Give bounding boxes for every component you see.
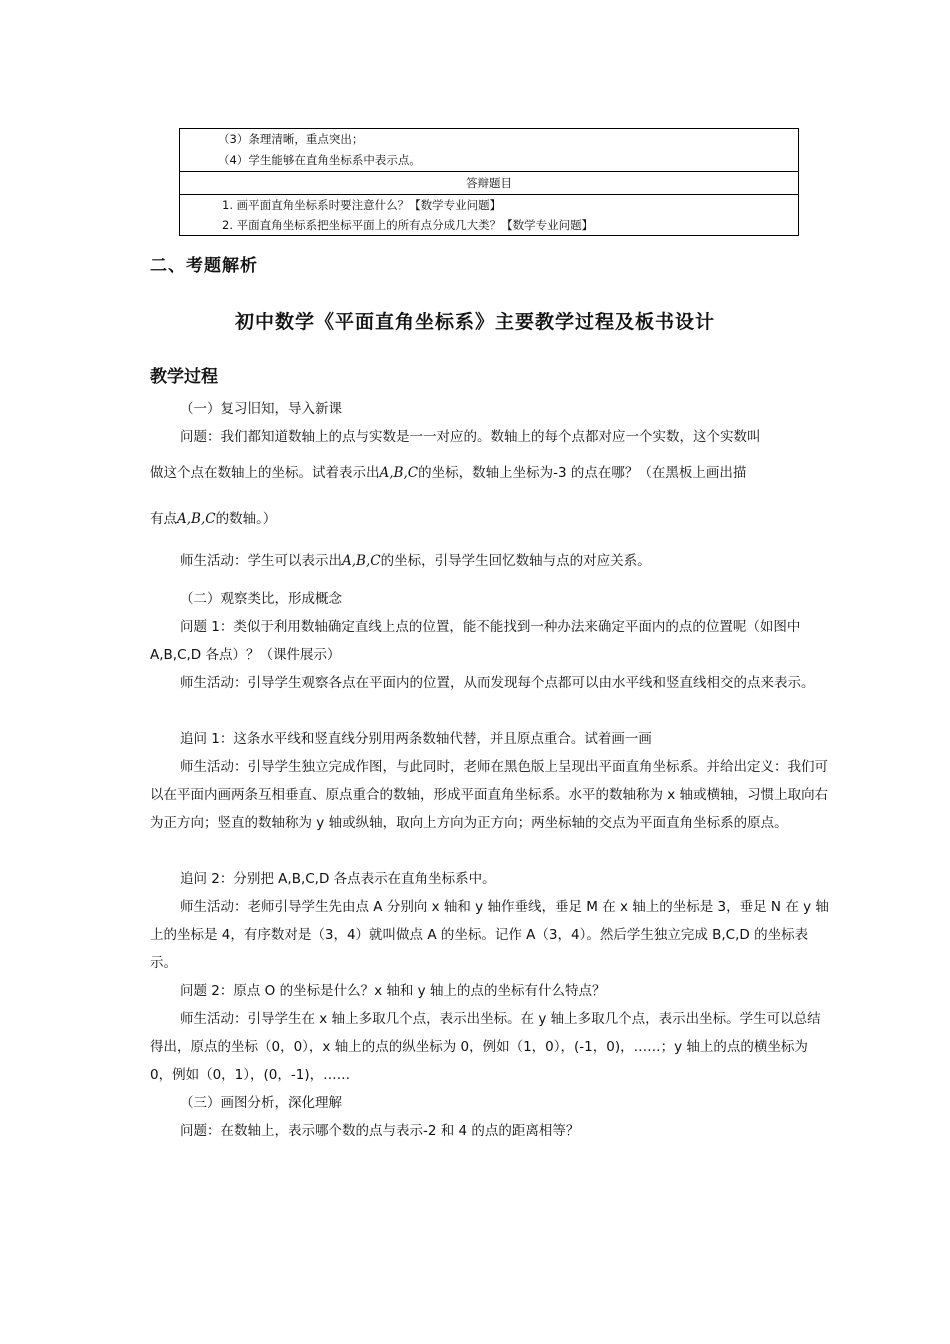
part-heading: （二）观察类比，形成概念 <box>180 591 342 607</box>
text: 有点 <box>150 511 177 527</box>
paragraph <box>150 547 830 575</box>
paragraph: 师生活动：引导学生在 x 轴上多取几个点，表示出坐标。在 y 轴上多取几个点，表示出坐标。学生可以总结得出，原点的坐标（0，0），x 轴上的点的纵坐标为 0，例如（1，0），(-1，0)，……；y 轴上的点的横坐标为 0，例如（0，1），(0，-1)，…… <box>150 1011 821 1083</box>
question-item: 2. 平面直角坐标系把坐标平面上的所有点分成几大类？【数学专业问题】 <box>222 218 594 232</box>
paragraph: 问题：在数轴上，表示哪个数的点与表示-2 和 4 的点的距离相等？ <box>180 1123 580 1139</box>
math-abc: A,B,C <box>177 511 216 527</box>
paragraph <box>150 505 830 533</box>
question-item: 1. 画平面直角坐标系时要注意什么？【数学专业问题】 <box>222 198 502 212</box>
subsection-heading: 教学过程 <box>150 367 218 387</box>
text: 师生活动：学生可以表示出 <box>180 553 342 569</box>
paragraph: 追问 2：分别把 A,B,C,D 各点表示在直角坐标系中。 <box>180 871 496 887</box>
table-row <box>180 171 798 194</box>
reply-question-table <box>179 128 799 236</box>
math-abc: A,B,C <box>379 465 419 481</box>
part-heading: （一）复习旧知，导入新课 <box>180 401 342 417</box>
text: 的数轴。） <box>215 511 277 527</box>
paragraph: 问题：我们都知道数轴上的点与实数是一一对应的。数轴上的每个点都对应一个实数，这个实数叫 <box>180 429 761 445</box>
table-header: 答辩题目 <box>466 176 512 190</box>
paragraph: 师生活动：引导学生独立完成作图，与此同时，老师在黑色版上呈现出平面直角坐标系。并给出定义：我们可以在平面内画两条互相垂直、原点重合的数轴，形成平面直角坐标系。水平的数轴称为 x 轴或横轴，习惯上取向右为正方向；竖直的数轴称为 y 轴或纵轴，取向上方向为正方向；两坐标轴的交点为平面直角坐标系的原点。 <box>150 759 829 831</box>
text: 做这个点在数轴上的坐标。试着表示出 <box>150 465 380 481</box>
text: 的坐标，引导学生回忆数轴与点的对应关系。 <box>380 553 651 569</box>
part-heading: （三）画图分析，深化理解 <box>180 1095 342 1111</box>
paragraph: 问题 2：原点 O 的坐标是什么？x 轴和 y 轴上的点的坐标有什么特点？ <box>180 983 606 999</box>
page-title: 初中数学《平面直角坐标系》主要教学过程及板书设计 <box>234 311 715 333</box>
paragraph: 追问 1：这条水平线和竖直线分别用两条数轴代替，并且原点重合。试着画一画 <box>180 731 652 747</box>
text: 的坐标，数轴上坐标为-3 的点在哪？（在黑板上画出描 <box>418 465 747 481</box>
section-heading: 二、考题解析 <box>150 256 258 276</box>
table-text: （4）学生能够在直角坐标系中表示点。 <box>218 153 421 167</box>
table-row <box>180 129 798 171</box>
paragraph <box>150 459 830 487</box>
paragraph: 问题 1：类似于利用数轴确定直线上点的位置，能不能找到一种办法来确定平面内的点的位置呢（如图中 A,B,C,D 各点）？（课件展示） <box>150 619 801 663</box>
paragraph: 师生活动：老师引导学生先由点 A 分别向 x 轴和 y 轴作垂线，垂足 M 在 x 轴上的坐标是 3，垂足 N 在 y 轴上的坐标是 4，有序数对是（3，4）就叫做点 A 的坐标。记作 A（3，4）。然后学生独立完成 B,C,D 的坐标表示。 <box>150 899 829 971</box>
math-abc: A,B,C <box>342 553 381 569</box>
table-row <box>180 194 798 235</box>
table-text: （3）条理清晰，重点突出； <box>218 132 364 146</box>
paragraph: 师生活动：引导学生观察各点在平面内的位置，从而发现每个点都可以由水平线和竖直线相交的点来表示。 <box>180 675 815 691</box>
